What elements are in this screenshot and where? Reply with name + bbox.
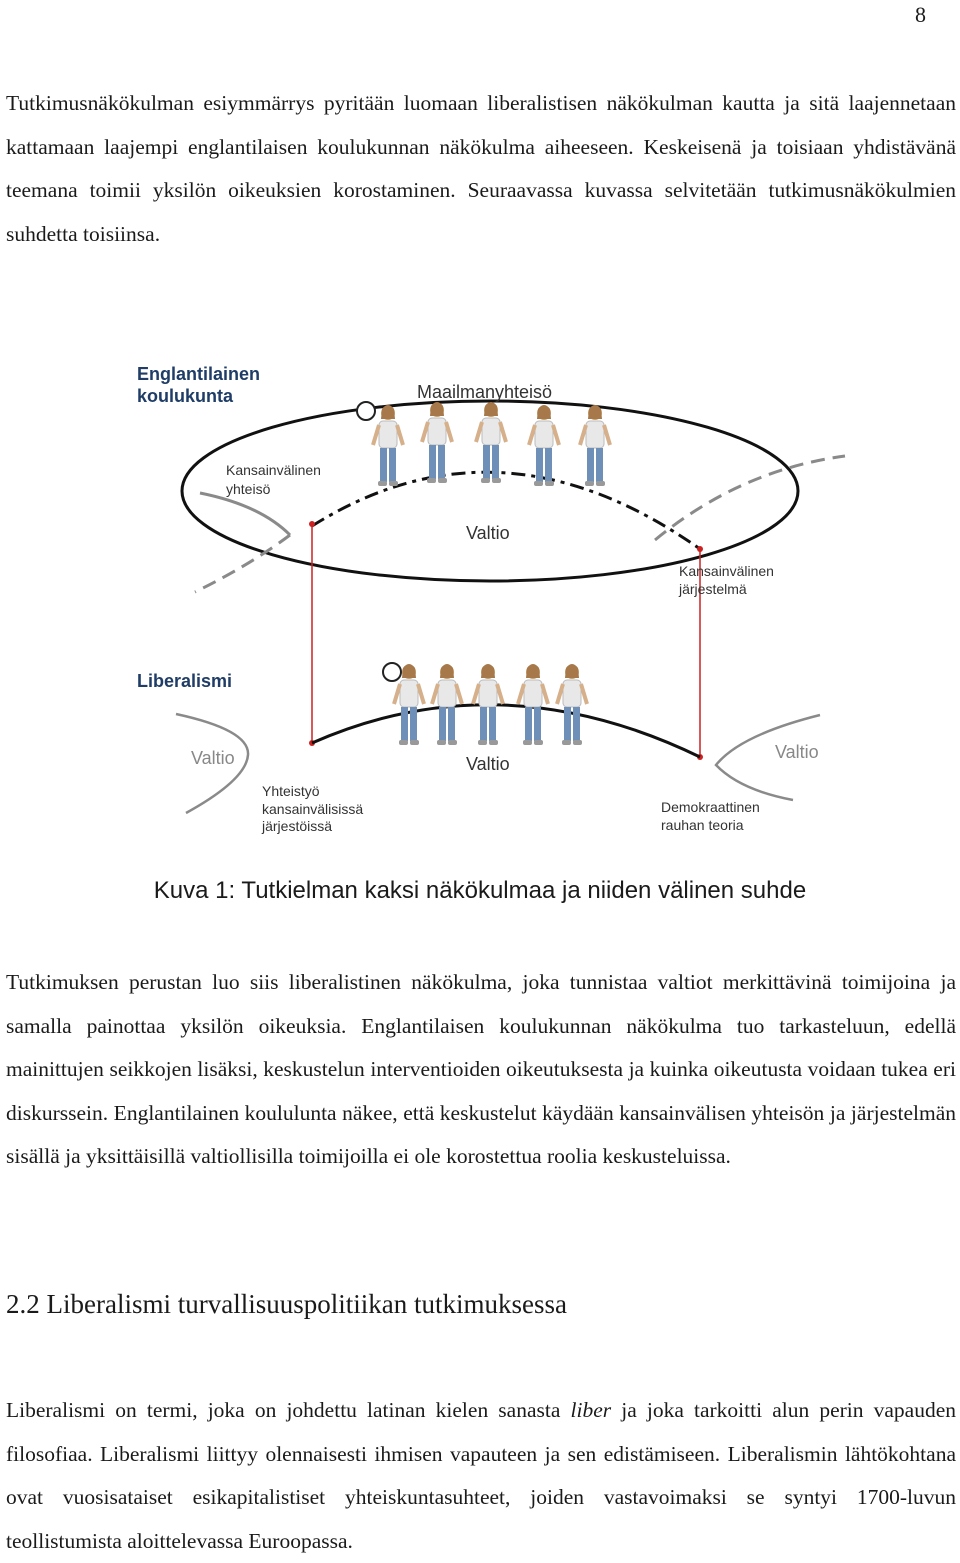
connector-dot — [697, 546, 703, 552]
state-label-center: Valtio — [466, 754, 510, 774]
section-heading: 2.2 Liberalismi turvallisuuspolitiikan tutkimuksessa — [6, 1289, 567, 1319]
figure-caption: Kuva 1: Tutkielman kaksi näkökulmaa ja niiden välinen suhde — [153, 877, 807, 904]
state-label-top: Valtio — [466, 523, 510, 543]
children-image-top — [357, 402, 610, 486]
intl-system-label: järjestelmä — [679, 581, 747, 597]
cooperation-label: Yhteistyö — [262, 783, 320, 799]
english-school-title: Englantilainen — [137, 364, 261, 384]
intro-paragraph: Tutkimusnäkökulman esiymmärrys pyritään luomaan liberalistisen näkökulman kautta ja sitä laajennetaan kattamaan laajempi englantilaisen koulukunnan näkökulma aiheeseen. Keskeisenä ja toisiaan yhdistävänä teemana toimii yksilön oikeuksien korostaminen. Seuraavassa kuvassa selvitetään tutkimusnäkökulmien suhdetta toisiinsa. — [6, 91, 956, 246]
democratic-peace-label: Demokraattinen — [661, 799, 760, 815]
cooperation-label: kansainvälisissä — [262, 801, 364, 817]
world-society-label: Maailmanyhteisö — [417, 382, 553, 402]
ball-icon — [357, 402, 375, 420]
ball-icon — [383, 663, 401, 681]
latin-term: liber — [570, 1398, 612, 1422]
liberal-state-arc — [312, 705, 700, 757]
children-image-bottom — [383, 663, 587, 745]
democratic-peace-label: rauhan teoria — [661, 817, 744, 833]
intl-society-label: Kansainvälinen — [226, 462, 321, 478]
state-label-right: Valtio — [775, 742, 819, 762]
liberalism-title: Liberalismi — [137, 671, 233, 691]
intl-system-label: Kansainvälinen — [679, 563, 774, 579]
liberalism-paragraph — [6, 1389, 956, 1563]
paragraph-text: Liberalismi on termi, joka on johdettu latinan kielen sanasta — [6, 1398, 571, 1422]
intl-society-curve — [200, 493, 290, 535]
state-label-left: Valtio — [191, 748, 235, 768]
connector-dot — [309, 521, 315, 527]
intl-society-label: yhteisö — [226, 481, 271, 497]
page-number: 8 — [915, 2, 926, 27]
paragraph-text: ja joka tarkoitti alun perin vapauden filosofiaa. Liberalismi liittyy olennaisesti ihmisen vapauteen ja sen edistämiseen. Liberalismin lähtökohtana ovat vuosisataiset esikapitalistiset yhteiskuntasuhteet, joiden vastavoimaksi se syntyi 1700-luvun teollistumista aloittelevassa Euroopassa. — [6, 1398, 956, 1553]
body-paragraph: Tutkimuksen perustan luo siis liberalistinen näkökulma, joka tunnistaa valtiot merkittävinä toimijoina ja samalla painottaa yksilön oikeuksia. Englantilaisen koulukunnan näkökulma tuo tarkasteluun, edellä mainittujen seikkojen lisäksi, keskustelun interventioiden oikeutuksesta ja kuinka oikeutusta voidaan tukea eri diskurssein. Englantilainen koululunta näkee, että keskustelut käydään kansainvälisen yhteisön ja järjestelmän sisällä ja yksittäisillä valtiollisilla toimijoilla ei ole korostettua roolia keskusteluissa. — [6, 970, 956, 1169]
intl-system-curve — [655, 456, 845, 540]
english-school-title: koulukunta — [137, 386, 234, 406]
perspectives-diagram — [0, 340, 960, 860]
cooperation-label: järjestöissä — [262, 818, 333, 834]
